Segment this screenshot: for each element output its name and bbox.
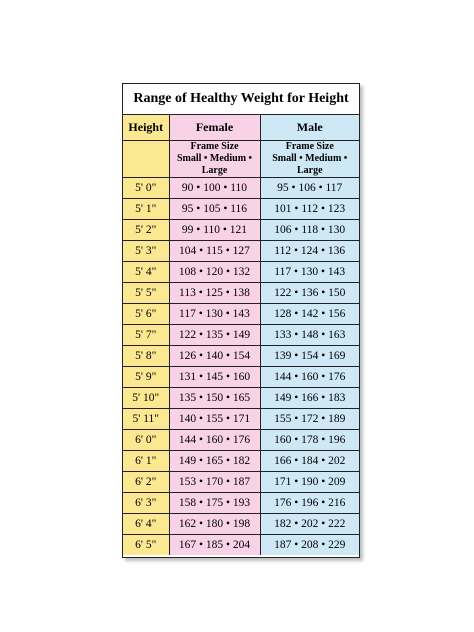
height-cell: 6' 4" (123, 514, 169, 535)
table-row (123, 367, 359, 388)
female-weight-cell: 90 • 100 • 110 (169, 178, 260, 199)
table-row (123, 283, 359, 304)
table-row (123, 262, 359, 283)
table-row (123, 388, 359, 409)
female-weight-cell: 135 • 150 • 165 (169, 388, 260, 409)
height-cell: 6' 5" (123, 535, 169, 556)
male-weight-cell: 128 • 142 • 156 (260, 304, 359, 325)
table-row (123, 493, 359, 514)
female-weight-cell: 108 • 120 • 132 (169, 262, 260, 283)
female-weight-cell: 122 • 135 • 149 (169, 325, 260, 346)
height-cell: 5' 8" (123, 346, 169, 367)
female-weight-cell: 153 • 170 • 187 (169, 472, 260, 493)
height-cell: 5' 10" (123, 388, 169, 409)
male-weight-cell: 106 • 118 • 130 (260, 220, 359, 241)
female-weight-cell: 117 • 130 • 143 (169, 304, 260, 325)
male-weight-cell: 166 • 184 • 202 (260, 451, 359, 472)
male-weight-cell: 160 • 178 • 196 (260, 430, 359, 451)
male-weight-cell: 155 • 172 • 189 (260, 409, 359, 430)
height-cell: 5' 5" (123, 283, 169, 304)
height-cell: 5' 0" (123, 178, 169, 199)
male-weight-cell: 144 • 160 • 176 (260, 367, 359, 388)
height-cell: 5' 4" (123, 262, 169, 283)
table-row (123, 304, 359, 325)
table-row (123, 430, 359, 451)
male-header: Male (260, 115, 359, 141)
table-row (123, 535, 359, 556)
height-cell: 5' 3" (123, 241, 169, 262)
chart-title: Range of Healthy Weight for Height (123, 84, 359, 115)
female-weight-cell: 140 • 155 • 171 (169, 409, 260, 430)
table-row (123, 178, 359, 199)
height-cell: 5' 11" (123, 409, 169, 430)
female-header: Female (169, 115, 260, 141)
male-weight-cell: 149 • 166 • 183 (260, 388, 359, 409)
table-row (123, 220, 359, 241)
female-weight-cell: 95 • 105 • 116 (169, 199, 260, 220)
male-weight-cell: 112 • 124 • 136 (260, 241, 359, 262)
male-weight-cell: 133 • 148 • 163 (260, 325, 359, 346)
male-weight-cell: 187 • 208 • 229 (260, 535, 359, 556)
table-row (123, 325, 359, 346)
height-cell: 5' 6" (123, 304, 169, 325)
height-header: Height (123, 115, 169, 141)
female-frame-size-label: Frame Size (190, 141, 239, 152)
female-weight-cell: 167 • 185 • 204 (169, 535, 260, 556)
male-weight-cell: 182 • 202 • 222 (260, 514, 359, 535)
height-cell: 5' 1" (123, 199, 169, 220)
female-weight-cell: 113 • 125 • 138 (169, 283, 260, 304)
male-weight-cell: 171 • 190 • 209 (260, 472, 359, 493)
height-cell: 5' 9" (123, 367, 169, 388)
female-weight-cell: 131 • 145 • 160 (169, 367, 260, 388)
female-weight-cell: 149 • 165 • 182 (169, 451, 260, 472)
height-cell: 5' 7" (123, 325, 169, 346)
male-weight-cell: 176 • 196 • 216 (260, 493, 359, 514)
height-cell: 6' 3" (123, 493, 169, 514)
table-row (123, 346, 359, 367)
weight-chart-card (122, 83, 360, 558)
table-row (123, 199, 359, 220)
female-weight-cell: 144 • 160 • 176 (169, 430, 260, 451)
weight-table (123, 115, 359, 555)
female-frame-size (169, 141, 260, 178)
table-row (123, 451, 359, 472)
female-frame-size-scale: Small • Medium • Large (176, 153, 253, 176)
height-cell: 6' 1" (123, 451, 169, 472)
frame-size-row (123, 141, 359, 178)
male-frame-size-label: Frame Size (285, 141, 334, 152)
height-cell: 5' 2" (123, 220, 169, 241)
height-cell: 6' 0" (123, 430, 169, 451)
male-weight-cell: 101 • 112 • 123 (260, 199, 359, 220)
male-weight-cell: 117 • 130 • 143 (260, 262, 359, 283)
female-weight-cell: 99 • 110 • 121 (169, 220, 260, 241)
table-row (123, 472, 359, 493)
male-weight-cell: 139 • 154 • 169 (260, 346, 359, 367)
table-row (123, 241, 359, 262)
table-row (123, 514, 359, 535)
female-weight-cell: 104 • 115 • 127 (169, 241, 260, 262)
height-subheader (123, 141, 169, 178)
height-cell: 6' 2" (123, 472, 169, 493)
female-weight-cell: 162 • 180 • 198 (169, 514, 260, 535)
table-row (123, 409, 359, 430)
male-frame-size (260, 141, 359, 178)
male-frame-size-scale: Small • Medium • Large (272, 153, 348, 176)
female-weight-cell: 126 • 140 • 154 (169, 346, 260, 367)
male-weight-cell: 122 • 136 • 150 (260, 283, 359, 304)
header-row (123, 115, 359, 141)
male-weight-cell: 95 • 106 • 117 (260, 178, 359, 199)
female-weight-cell: 158 • 175 • 193 (169, 493, 260, 514)
